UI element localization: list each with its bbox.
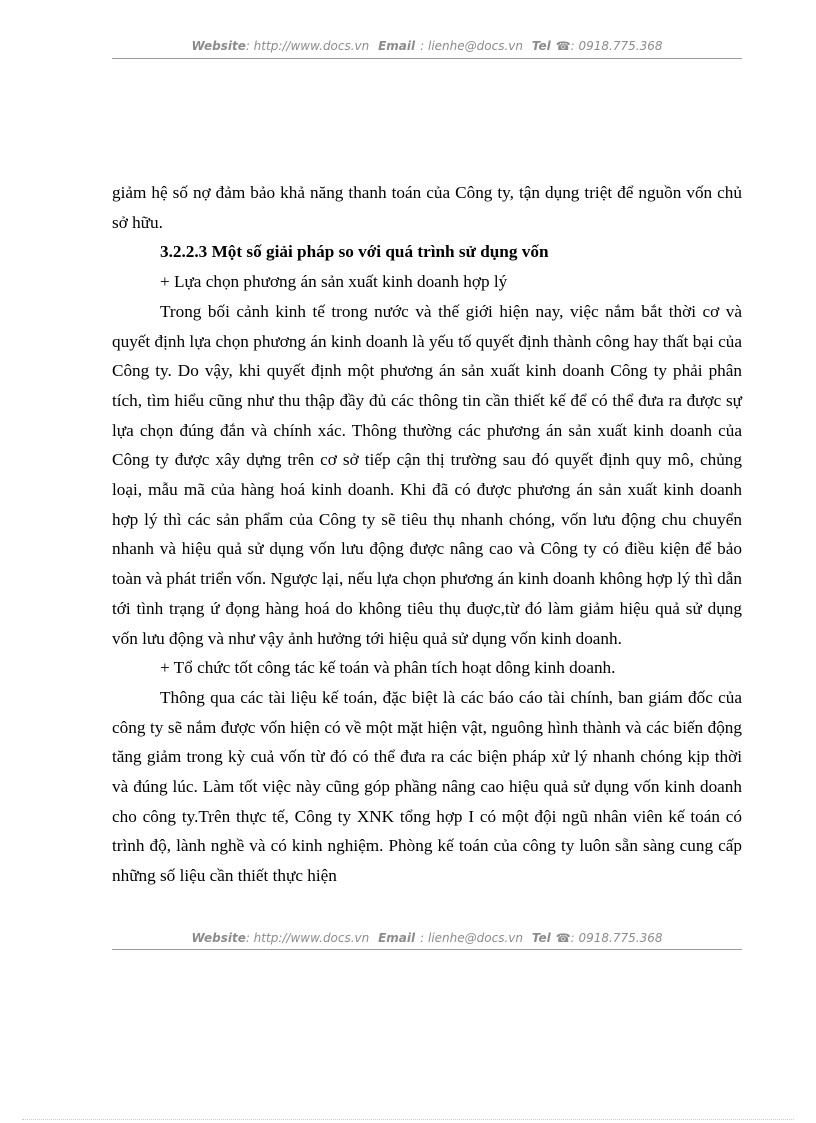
list-item-1: + Lựa chọn phương án sản xuất kinh doanh hợp lý xyxy=(160,272,508,292)
phone-icon: ☎ xyxy=(555,39,571,53)
page-footer xyxy=(112,931,742,945)
paragraph-2: Trong bối cảnh kinh tế trong nước và thế giới hiện nay, việc nắm bắt thời cơ và quyết định lựa chọn phương án kinh doanh là yếu tố quyết định thành công hay thất bại của Công ty. Do vậy, khi quyết định một phương án sản xuất kinh doanh Công ty phải phân tích, tìm hiểu cũng như thu thập đầy đủ các thông tin cần thiết kế để có thể đưa ra được sự lựa chọn đúng đắn và chính xác. Thông thường các phương án sản xuất kinh doanh của Công ty được xây dựng trên cơ sở tiếp cận thị trường sau đó quyết định quy mô, chủng loại, mẫu mã của hàng hoá kinh doanh. Khi đã có được phương án sản xuất kinh doanh hợp lý thì các sản phẩm của Công ty sẽ tiêu thụ nhanh chóng, vốn lưu động chu chuyển nhanh và hiệu quả sử dụng vốn lưu động được nâng cao và Công ty có điều kiện để bảo toàn và phát triển vốn. Ngược lại, nếu lựa chọn phương án kinh doanh không hợp lý thì dẫn tới tình trạng ứ đọng hàng hoá do không tiêu thụ đuợc,từ đó làm giảm hiệu quả sử dụng vốn lưu động và như vậy ảnh hưởng tới hiệu quả sử dụng vốn kinh doanh. xyxy=(112,301,742,648)
page-boundary xyxy=(22,1119,794,1120)
header-divider xyxy=(112,58,742,59)
footer-tel-label: Tel xyxy=(531,931,551,945)
header-email-link[interactable]: : lienhe@docs.vn xyxy=(420,39,523,53)
footer-email-link[interactable]: : lienhe@docs.vn xyxy=(420,931,523,945)
footer-divider xyxy=(112,949,742,950)
phone-icon: ☎ xyxy=(555,931,571,945)
document-body xyxy=(112,178,742,891)
section-heading: 3.2.2.3 Một số giải pháp so với quá trình sử dụng vốn xyxy=(160,242,549,262)
paragraph-continuation: giảm hệ số nợ đảm bảo khả năng thanh toán của Công ty, tận dụng triệt để nguồn vốn chủ sở hữu. xyxy=(112,183,742,232)
page-header xyxy=(112,39,742,53)
footer-email-label: Email xyxy=(378,931,416,945)
paragraph-3: Thông qua các tài liệu kế toán, đặc biệt là các báo cáo tài chính, ban giám đốc của công ty sẽ nắm được vốn hiện có về một mặt hiện vật, nguông hình thành và các biến động tăng giảm trong kỳ cuả vốn từ đó có thể đưa ra các biện pháp xử lý nhanh chóng kịp thời và đúng lúc. Làm tốt việc này cũng góp phầng nâng cao hiệu quả sử dụng vốn kinh doanh cho công ty.Trên thực tế, Công ty XNK tổng hợp I có một đội ngũ nhân viên kế toán có trình độ, lành nghề và có kinh nghiệm. Phòng kế toán của công ty luôn sẵn sàng cung cấp những số liệu cần thiết thực hiện xyxy=(112,687,742,886)
header-tel-value: : 0918.775.368 xyxy=(570,39,663,53)
footer-website-link[interactable]: : http://www.docs.vn xyxy=(245,931,370,945)
header-email-label: Email xyxy=(378,39,416,53)
list-item-2: + Tổ chức tốt công tác kế toán và phân tích hoạt dông kinh doanh. xyxy=(160,658,616,678)
header-website-label: Website xyxy=(191,39,246,53)
header-tel-label: Tel xyxy=(531,39,551,53)
footer-website-label: Website xyxy=(191,931,246,945)
header-website-link[interactable]: : http://www.docs.vn xyxy=(245,39,370,53)
footer-tel-value: : 0918.775.368 xyxy=(570,931,663,945)
